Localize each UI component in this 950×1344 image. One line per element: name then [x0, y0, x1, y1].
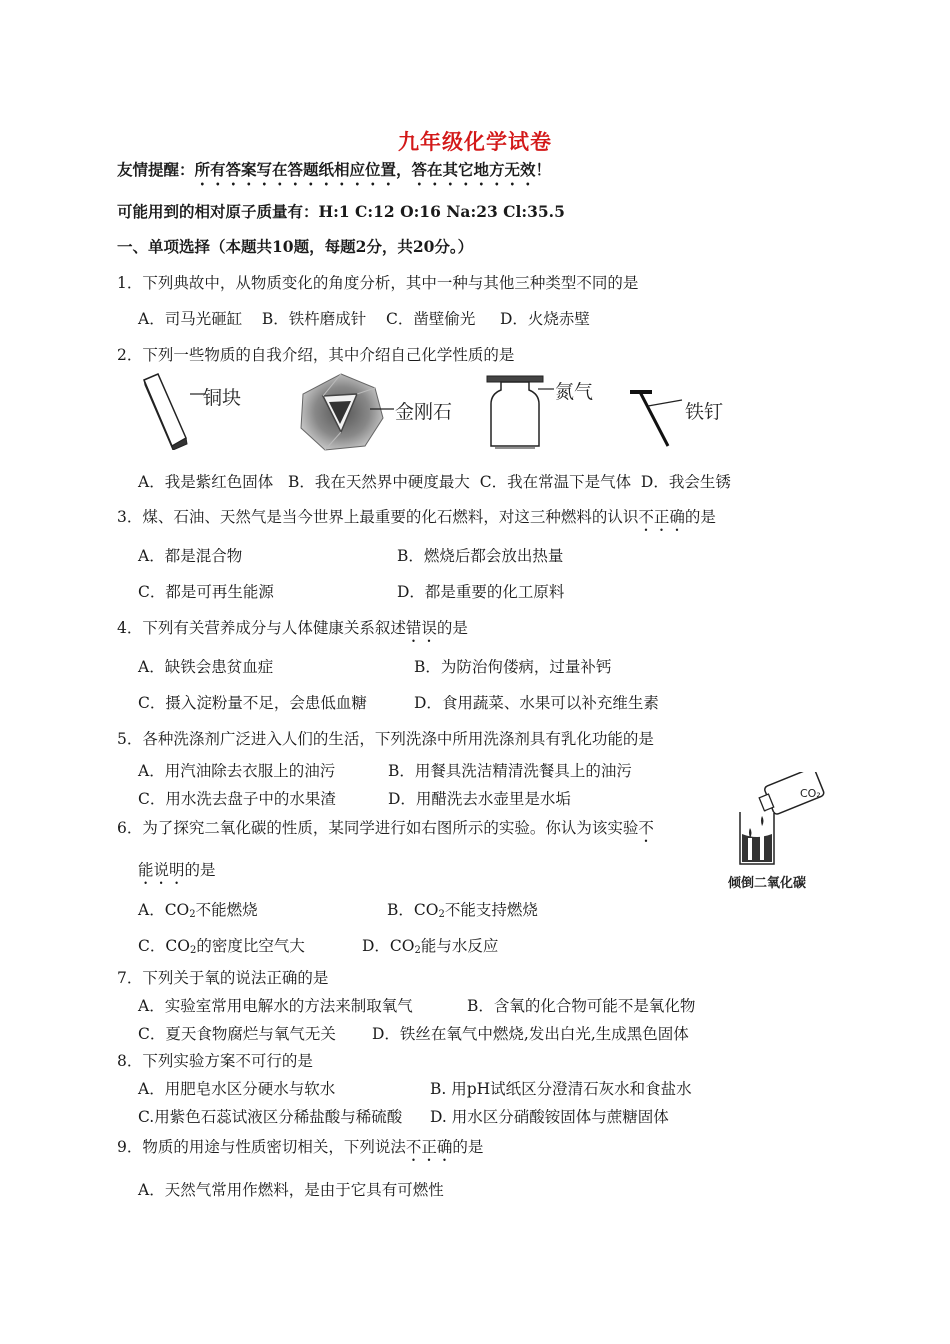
question-6-option-d: D．$CO_2$能与水反应	[362, 937, 499, 956]
reminder-prefix: 友情提醒：	[117, 160, 195, 179]
question-1-options: A．司马光砸缸 B．铁杵磨成针 C．凿壁偷光 D．火烧赤壁	[138, 310, 590, 328]
question-5-stem: 5．各种洗涤剂广泛进入人们的生活，下列洗涤中所用洗涤剂具有乳化功能的是	[117, 730, 654, 748]
gas-bottle-image	[485, 374, 545, 450]
question-7-option-d: D．铁丝在氧气中燃烧,发出白光,生成黑色固体	[372, 1025, 689, 1043]
question-5-option-a: A．用汽油除去衣服上的油污	[138, 762, 336, 780]
section-heading: 一、单项选择（本题共10题，每题2分，共20分。）	[117, 237, 474, 256]
question-6-option-b: B．$CO_2$不能支持燃烧	[387, 901, 538, 920]
question-7-option-a: A．实验室常用电解水的方法来制取氧气	[138, 997, 413, 1015]
diamond-pointer-line	[370, 406, 394, 412]
question-8-option-b: B. 用pH试纸区分澄清石灰水和食盐水	[430, 1080, 692, 1098]
question-3-stem: 3．煤、石油、天然气是当今世界上最重要的化石燃料，对这三种燃料的认识不正确的是	[117, 508, 716, 526]
label-diamond: 金刚石	[395, 401, 453, 423]
atomic-masses: 可能用到的相对原子质量有：H:1 C:12 O:16 Na:23 Cl:35.5	[117, 202, 565, 221]
question-6-option-a: A．$CO_2$不能燃烧	[138, 901, 258, 920]
question-6-stem-line2: 能说明的是	[138, 861, 216, 879]
gas-pointer-line	[538, 386, 554, 392]
question-7-option-c: C．夏天食物腐烂与氧气无关	[138, 1025, 336, 1043]
question-5-option-d: D．用醋洗去水壶里是水垢	[388, 790, 571, 808]
copper-pointer-line	[190, 390, 206, 398]
question-3-option-d: D．都是重要的化工原料	[397, 583, 565, 601]
question-3-option-a: A．都是混合物	[138, 547, 243, 565]
question-1-stem: 1．下列典故中，从物质变化的角度分析，其中一种与其他三种类型不同的是	[117, 274, 639, 292]
page-title: 九年级化学试卷	[398, 129, 552, 154]
label-copper: 铜块	[203, 387, 242, 409]
question-4-option-c: C．摄入淀粉量不足，会患低血糖	[138, 694, 367, 712]
question-5-option-c: C．用水洗去盘子中的水果渣	[138, 790, 336, 808]
label-iron-nail: 铁钉	[685, 401, 724, 423]
question-5-option-b: B．用餐具洗洁精清洗餐具上的油污	[388, 762, 632, 780]
question-8-stem: 8．下列实验方案不可行的是	[117, 1052, 313, 1070]
question-8-option-d: D. 用水区分硝酸铵固体与蔗糖固体	[430, 1108, 669, 1126]
question-6-option-c: C．$CO_2$的密度比空气大	[138, 937, 305, 956]
question-9-stem: 9．物质的用途与性质密切相关，下列说法不正确的是	[117, 1138, 484, 1156]
iron-nail-image	[628, 386, 684, 448]
label-nitrogen: 氮气	[555, 381, 594, 403]
reminder-line	[117, 160, 551, 189]
question-4-option-b: B．为防治佝偻病，过量补钙	[414, 658, 612, 676]
question-2-stem: 2．下列一些物质的自我介绍，其中介绍自己化学性质的是	[117, 346, 515, 364]
question-6-stem-line1: 6．为了探究二氧化碳的性质，某同学进行如右图所示的实验。你认为该实验不	[117, 819, 654, 837]
question-4-stem: 4．下列有关营养成分与人体健康关系叙述错误的是	[117, 619, 468, 637]
question-7-stem: 7．下列关于氧的说法正确的是	[117, 969, 329, 987]
question-3-option-b: B．燃烧后都会放出热量	[397, 547, 564, 565]
question-2-options: A．我是紫红色固体 B．我在天然界中硬度最大 C．我在常温下是气体 D．我会生锈	[138, 473, 731, 491]
diamond-image	[295, 372, 387, 452]
question-7-option-b: B．含氧的化合物可能不是氧化物	[467, 997, 696, 1015]
question-4-option-a: A．缺铁会患贫血症	[138, 658, 274, 676]
co2-bottle-label: CO₂	[800, 787, 821, 800]
copper-block-image	[140, 372, 190, 450]
question-8-option-a: A．用肥皂水区分硬水与软水	[138, 1080, 336, 1098]
question-9-option-a: A．天然气常用作燃料，是由于它具有可燃性	[138, 1181, 444, 1199]
co2-figure-caption: 倾倒二氧化碳	[728, 876, 807, 891]
question-3-option-c: C．都是可再生能源	[138, 583, 274, 601]
question-8-option-c: C.用紫色石蕊试液区分稀盐酸与稀硫酸	[138, 1108, 403, 1126]
question-4-option-d: D．食用蔬菜、水果可以补充维生素	[414, 694, 659, 712]
reminder-text: 所有答案写在答题纸相应位置，答在其它地方无效！	[194, 160, 552, 179]
